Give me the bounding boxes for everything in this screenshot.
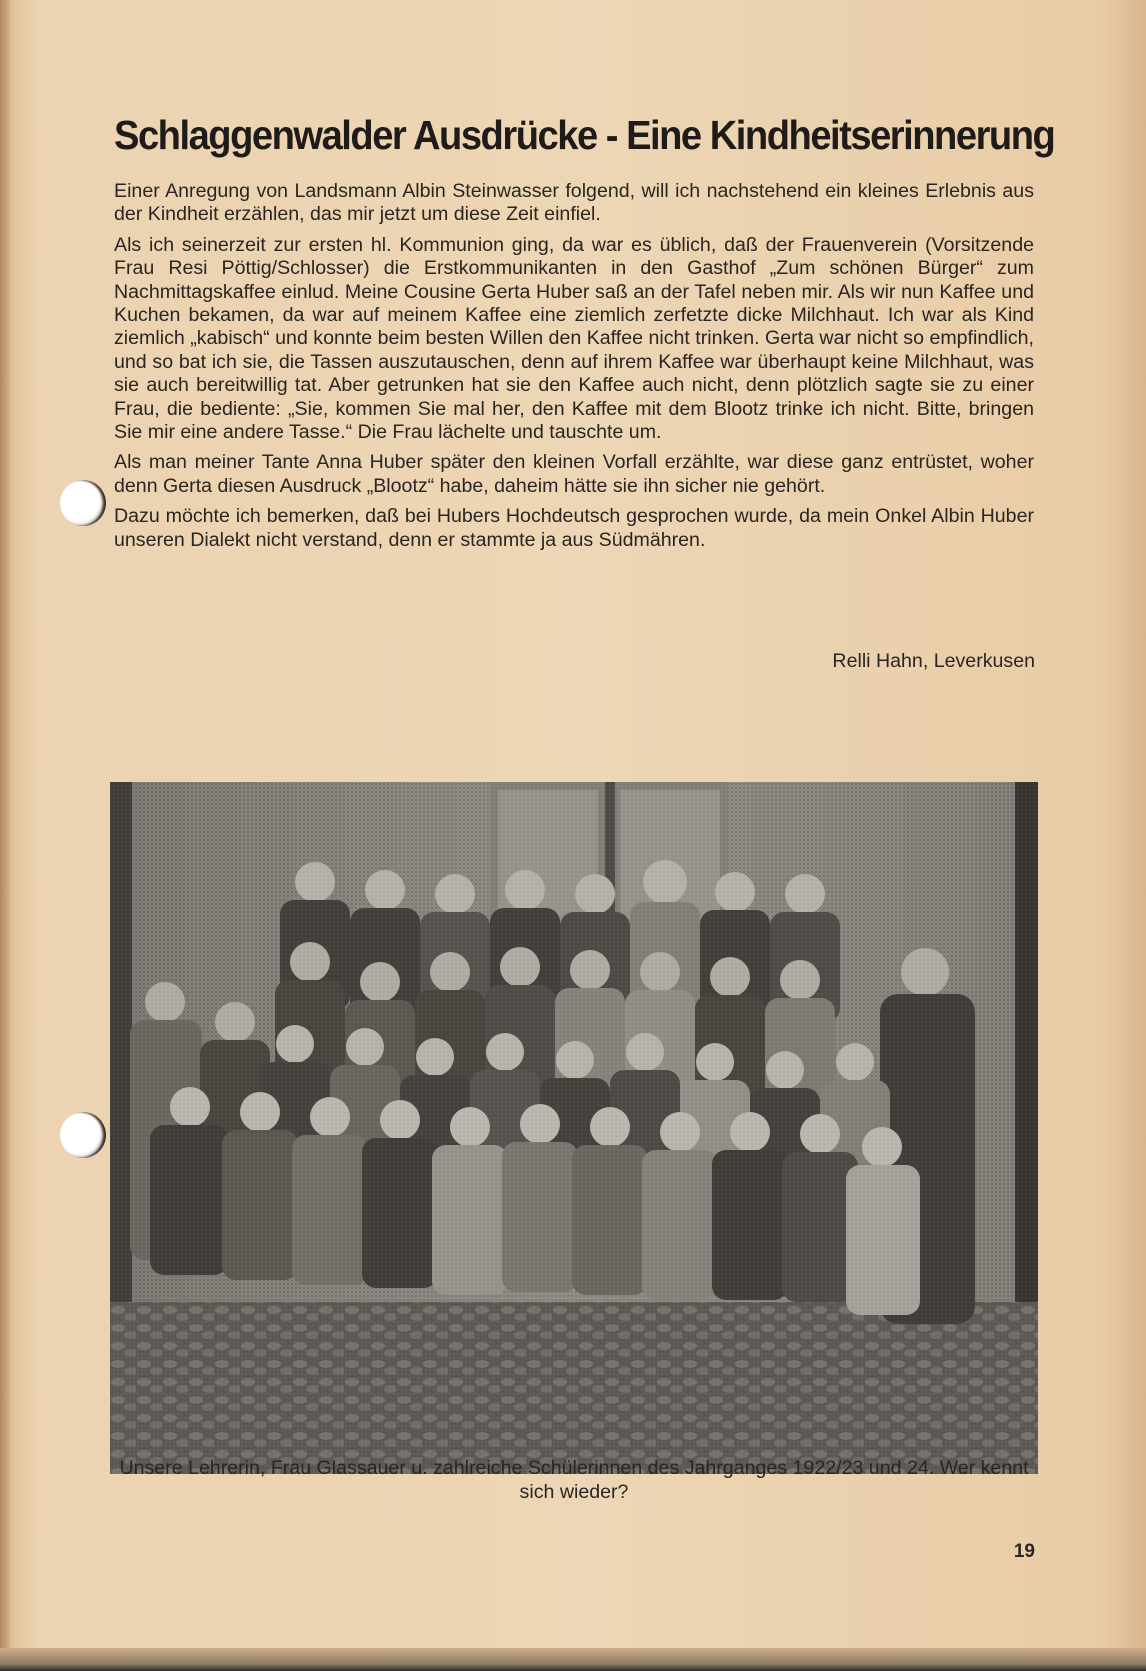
paragraph-4: Dazu möchte ich bemerken, daß bei Hubers Hochdeutsch gesprochen wurde, da mein Onkel Albin Huber unseren Dialekt nicht verstand, denn er stammte ja aus Südmähren.: [114, 505, 1034, 551]
page-number: 19: [1013, 1541, 1035, 1562]
scan-bottom-edge: [0, 1648, 1146, 1671]
binding-edge: [0, 0, 10, 1671]
article-title: Schlaggenwalder Ausdrücke - Eine Kindheitserinnerung: [114, 112, 1055, 158]
article-body: [114, 180, 1034, 559]
class-photo-illustration: [110, 782, 1038, 1474]
paragraph-2: Als ich seinerzeit zur ersten hl. Kommunion ging, da war es üblich, daß der Frauenverein (Vorsitzende Frau Resi Pöttig/Schlosser) die Erstkommunikanten in den Gasthof „Zum schönen Bürger“ zum Nachmittagskaffee einlud. Meine Cousine Gerta Huber saß an der Tafel neben mir. Als wir nun Kaffee und Kuchen bekamen, da war auf meinem Kaffee eine ziemlich zerfetzte dicke Milchhaut. Ich war als Kind ziemlich „kabisch“ und konnte beim besten Willen den Kaffee nicht trinken. Gerta war nicht so empfindlich, und so bat ich sie, die Tassen auszutauschen, denn auf ihrem Kaffee war überhaupt keine Milchhaut, was sie auch bereitwillig tat. Aber getrunken hat sie den Kaffee auch nicht, denn plötzlich sagte sie zu einer Frau, die bediente: „Sie, kommen Sie mal her, den Kaffee mit dem Blootz trinke ich nicht. Bitte, bringen Sie mir eine andere Tasse.“ Die Frau lächelte und tauschte um.: [114, 233, 1034, 444]
paragraph-1: Einer Anregung von Landsmann Albin Steinwasser folgend, will ich nachstehend ein kleines Erlebnis aus der Kindheit erzählen, das mir jetzt um diese Zeit einfiel.: [114, 180, 1034, 226]
punch-hole-upper: [60, 480, 106, 526]
paragraph-3: Als man meiner Tante Anna Huber später den kleinen Vorfall erzählte, war diese ganz entrüstet, woher denn Gerta diesen Ausdruck „Blootz“ habe, daheim hätte sie ihn sicher nie gehört.: [114, 451, 1034, 497]
photo-caption: Unsere Lehrerin, Frau Glassauer u. zahlreiche Schülerinnen des Jahrganges 1922/23 und 24. Wer kennt sich wieder?: [119, 1457, 1029, 1503]
punch-hole-lower: [60, 1112, 106, 1158]
class-photo: [110, 782, 1038, 1474]
author-signature: Relli Hahn, Leverkusen: [832, 650, 1035, 672]
